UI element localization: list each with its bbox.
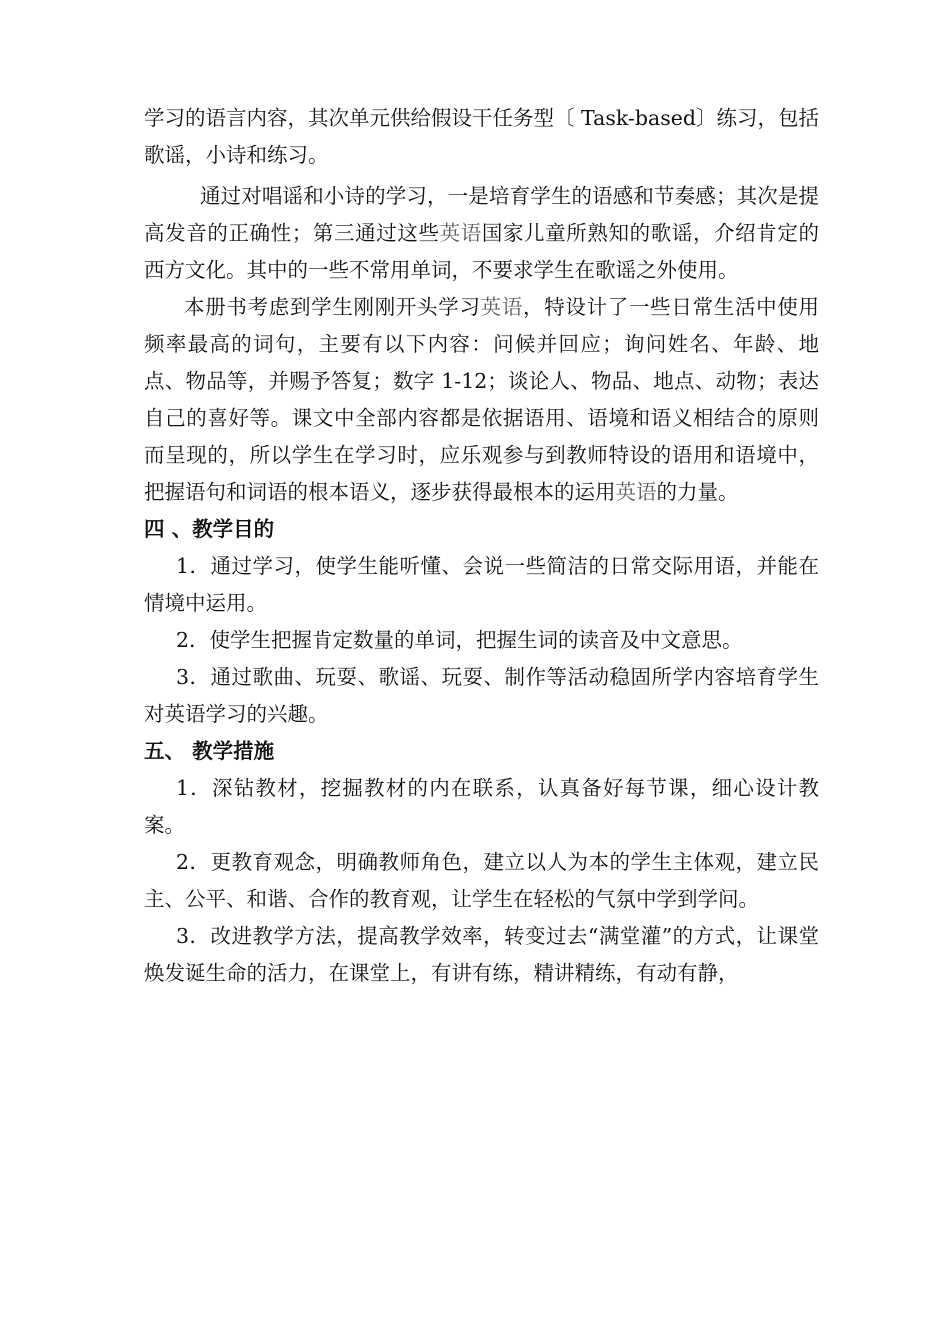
goal-item-3: 3．通过歌曲、玩耍、歌谣、玩耍、制作等活动稳固所学内容培育学生对英语学习的兴趣。	[144, 665, 819, 726]
paragraph-book-text-1: 本册书考虑到学生刚刚开头学习	[184, 295, 481, 319]
english-term: 英语	[439, 221, 482, 245]
paragraph-rhymes-text-2: 国家儿童所熟知的歌谣，介绍肯定的西方文化。其中的一些不常用单词，不要求学生在歌谣之外使用。	[144, 221, 820, 282]
measure-item-1: 1．深钻教材，挖掘教材的内在联系，认真备好每节课，细心设计教案。	[144, 776, 819, 837]
goal-item-1: 1．通过学习，使学生能听懂、会说一些简洁的日常交际用语，并能在情境中运用。	[144, 554, 819, 615]
document-page	[144, 100, 819, 992]
english-term: 英语	[615, 480, 657, 504]
section-heading-teaching-goals: 四 、教学目的	[144, 517, 275, 541]
section-heading-teaching-measures: 五、 教学措施	[144, 739, 275, 763]
english-term: 英语	[480, 295, 524, 319]
paragraph-rhymes-text-1: 通过对唱谣和小诗的学习，一是培育学生的语感和节奏感；其次是提高发音的正确性；第三通过这些	[144, 184, 819, 245]
paragraph-book-content	[144, 289, 819, 511]
paragraph-rhymes	[144, 178, 819, 289]
paragraph-book-text-2: ，特设计了一些日常生活中使用频率最高的词句，主要有以下内容：问候并回应；询问姓名、年龄、地点、物品等，并赐予答复；数字 1-12；谈论人、物品、地点、动物；表达自己的喜好等。课文中全部内容都是依据语用、语境和语义相结合的原则而呈现的，所以学生在学习时，应乐观参与到教师特设的语用和语境中，把握语句和词语的根本语义，逐步获得最根本的运用	[144, 295, 820, 504]
goal-item-2: 2．使学生把握肯定数量的单词，把握生词的读音及中文意思。	[176, 628, 743, 652]
measure-item-2: 2．更教育观念，明确教师角色，建立以人为本的学生主体观，建立民主、公平、和谐、合作的教育观，让学生在轻松的气氛中学到学问。	[144, 850, 819, 911]
paragraph-book-text-3: 的力量。	[656, 480, 739, 504]
measure-item-3: 3．改进教学方法，提高教学效率，转变过去“满堂灌”的方式，让课堂焕发诞生命的活力，在课堂上，有讲有练，精讲精练，有动有静，	[144, 924, 819, 985]
paragraph-intro-continued: 学习的语言内容，其次单元供给假设干任务型〔 Task-based〕练习，包括歌谣，小诗和练习。	[144, 106, 819, 167]
